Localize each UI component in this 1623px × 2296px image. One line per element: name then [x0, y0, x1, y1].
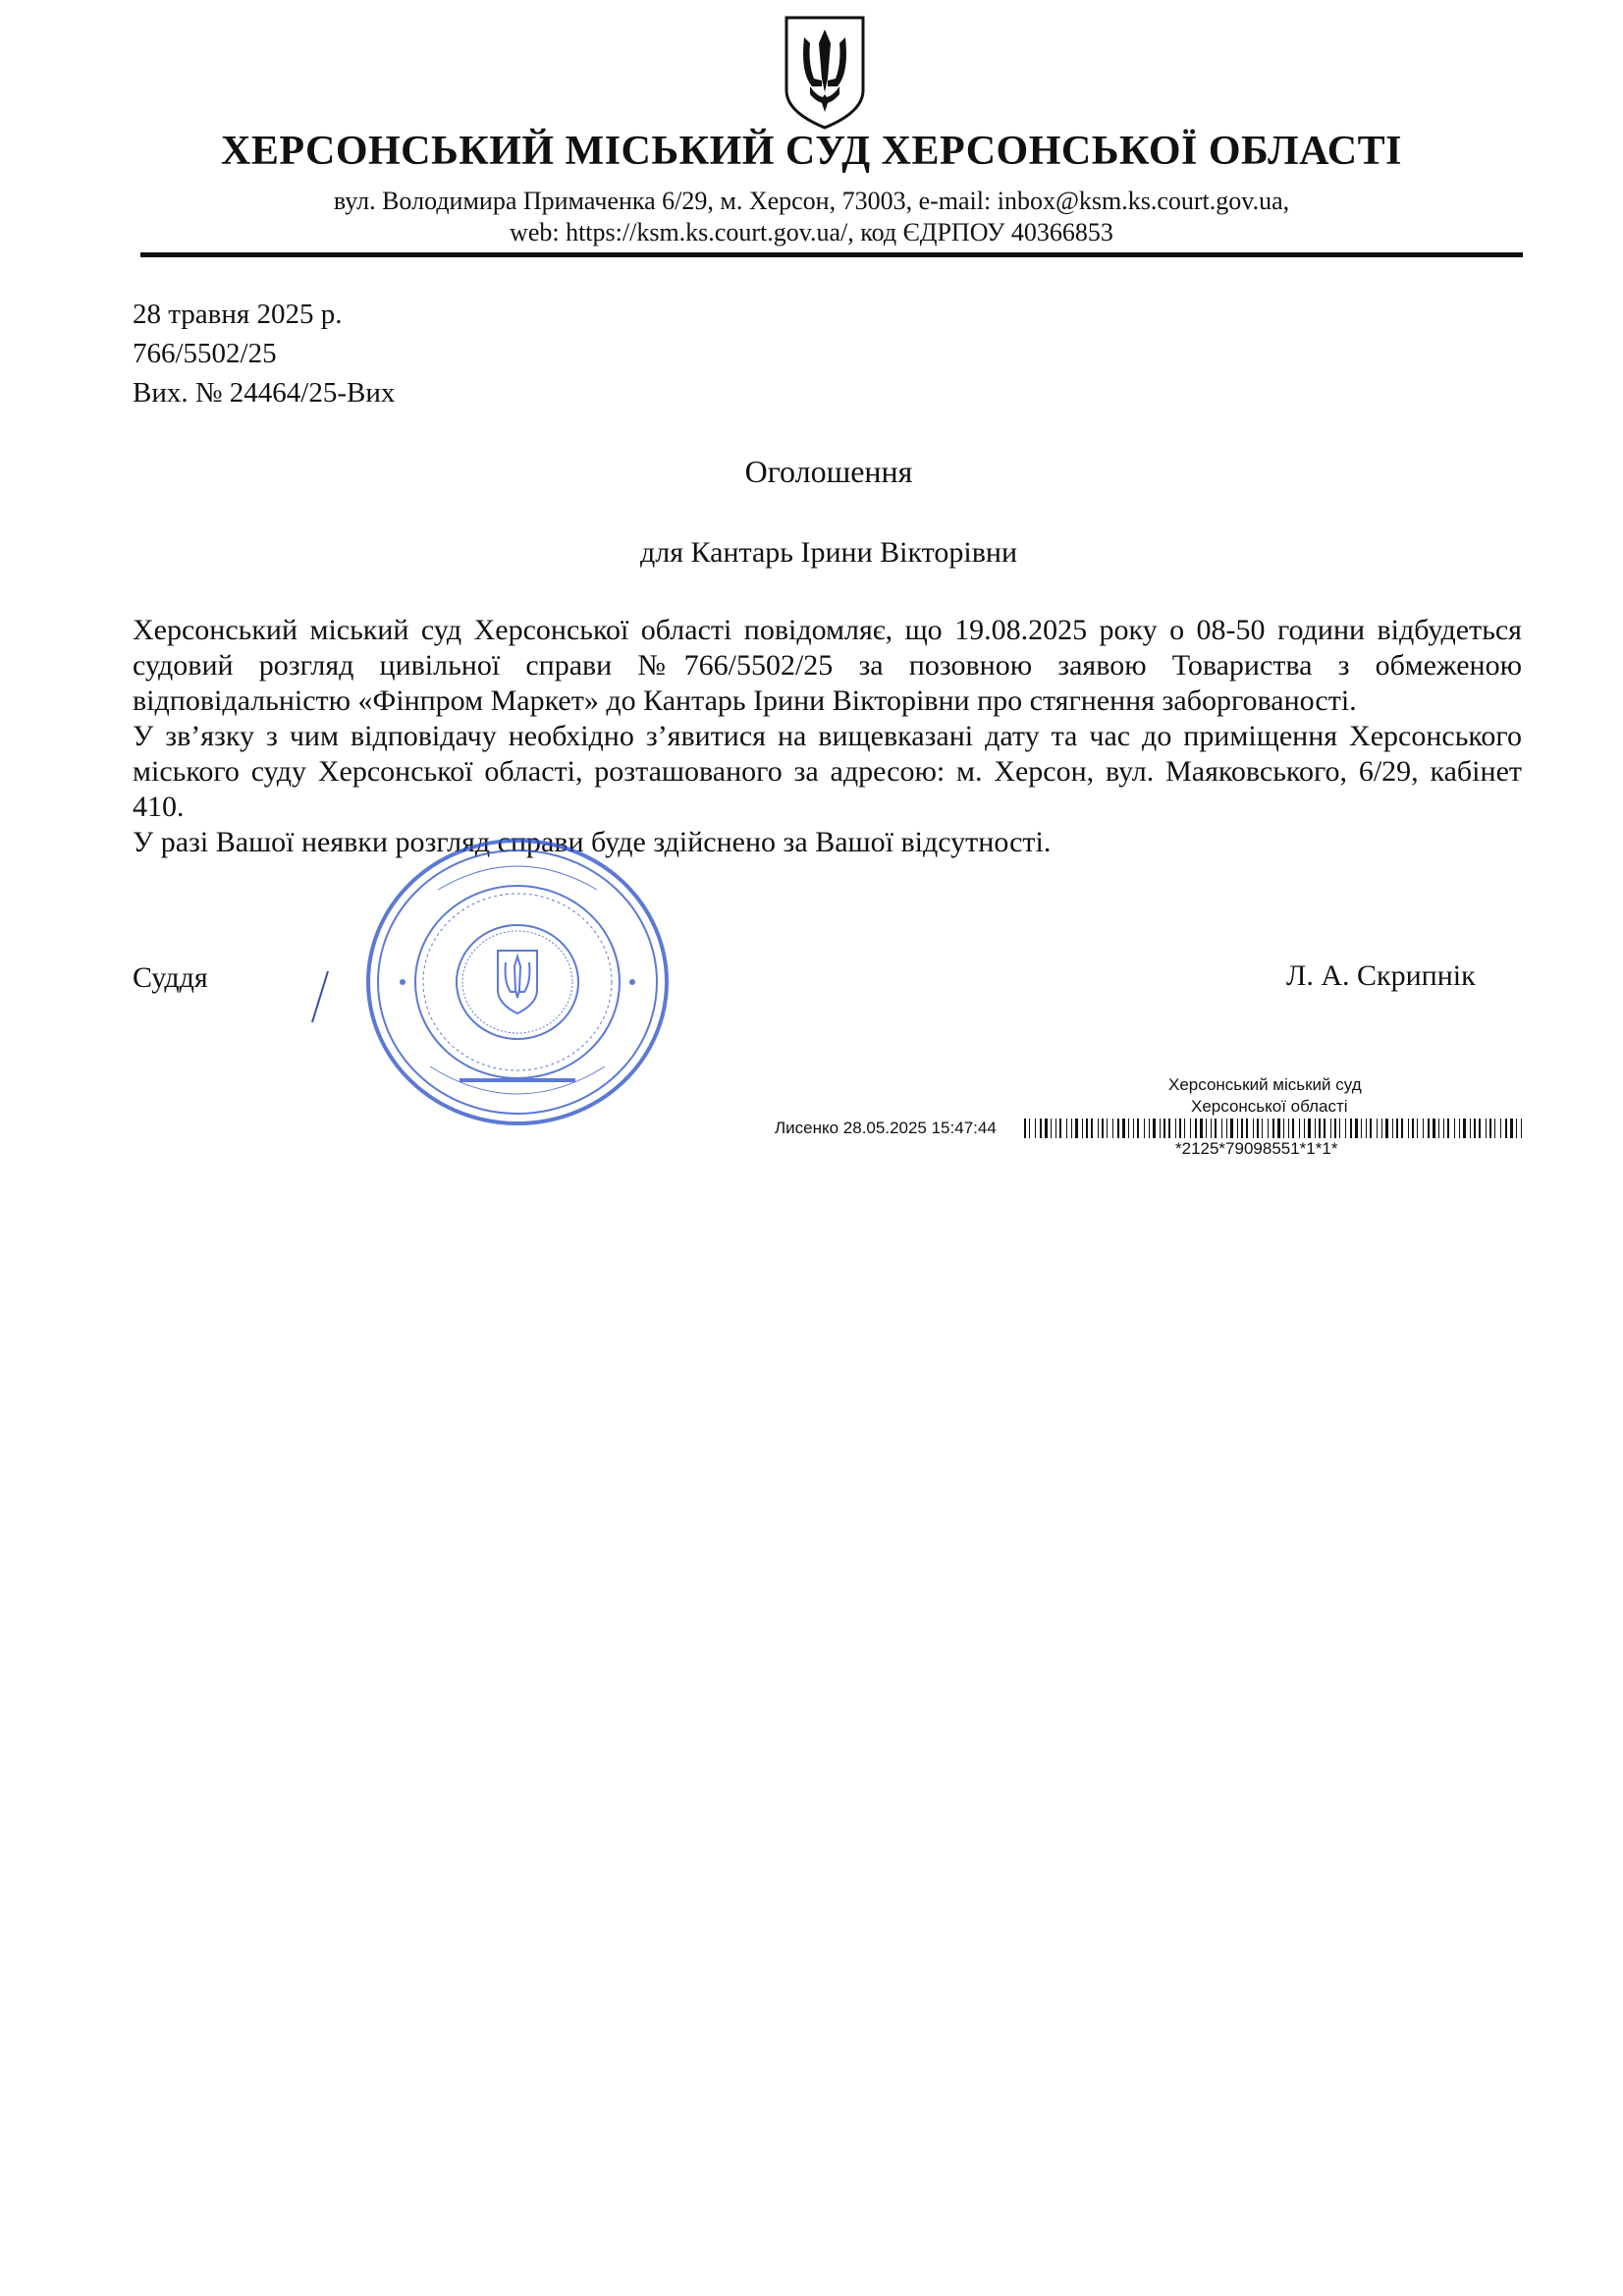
announcement-body [133, 613, 1522, 860]
court-web-line: web: https://ksm.ks.court.gov.ua/, код ЄДРПОУ 40366853 [510, 218, 1113, 246]
barcode-icon [1024, 1119, 1523, 1138]
signature-role: Суддя [133, 961, 208, 994]
signature-mark [306, 967, 336, 1026]
court-name: ХЕРСОНСЬКИЙ МІСЬКИЙ СУД ХЕРСОНСЬКОЇ ОБЛАСТІ [220, 129, 1403, 174]
registration-org-line: Херсонської області [1191, 1097, 1348, 1116]
addressee: для Кантарь Ірини Вікторівни [640, 536, 1017, 569]
outgoing-number: Вих. № 24464/25-Вих [133, 377, 396, 409]
case-number: 766/5502/25 [133, 338, 277, 369]
document-title: Оголошення [744, 454, 913, 489]
document-date: 28 травня 2025 р. [133, 299, 343, 330]
registration-user-timestamp: Лисенко 28.05.2025 15:47:44 [775, 1119, 997, 1137]
trident-emblem-icon [783, 14, 867, 132]
registration-org-line: Херсонський міський суд [1168, 1075, 1362, 1094]
body-paragraph: У зв’язку з чим відповідачу необхідно з’явитися на вищевказані дату та час до приміщення Херсонського міського суду Херсонської області, розташованого за адресою: м. Херсон, вул. Маяковського, 6/29, кабінет 410. [133, 720, 1522, 823]
court-address-line: вул. Володимира Примаченка 6/29, м. Херсон, 73003, e-mail: inbox@ksm.ks.court.gov.ua, [333, 187, 1290, 215]
round-court-seal-icon [361, 835, 674, 1129]
registration-stamp [771, 1075, 1527, 1158]
header-divider [140, 252, 1523, 257]
registration-code: *2125*79098551*1*1* [1175, 1139, 1338, 1158]
signer-name: Л. А. Скрипнік [1286, 959, 1476, 992]
body-paragraph: Херсонський міський суд Херсонської області повідомляє, що 19.08.2025 року о 08-50 години відбудеться судовий розгляд цивільної справи №766/5502/25 за позовною заявою Товариства з обмеженою відповідальністю «Фінпром Маркет» до Кантарь Ірини Вікторівни про стягнення заборгованості. [133, 614, 1522, 717]
body-paragraph: У разі Вашої неявки розгляд справи буде здійснено за Вашої відсутності. [133, 826, 1052, 858]
